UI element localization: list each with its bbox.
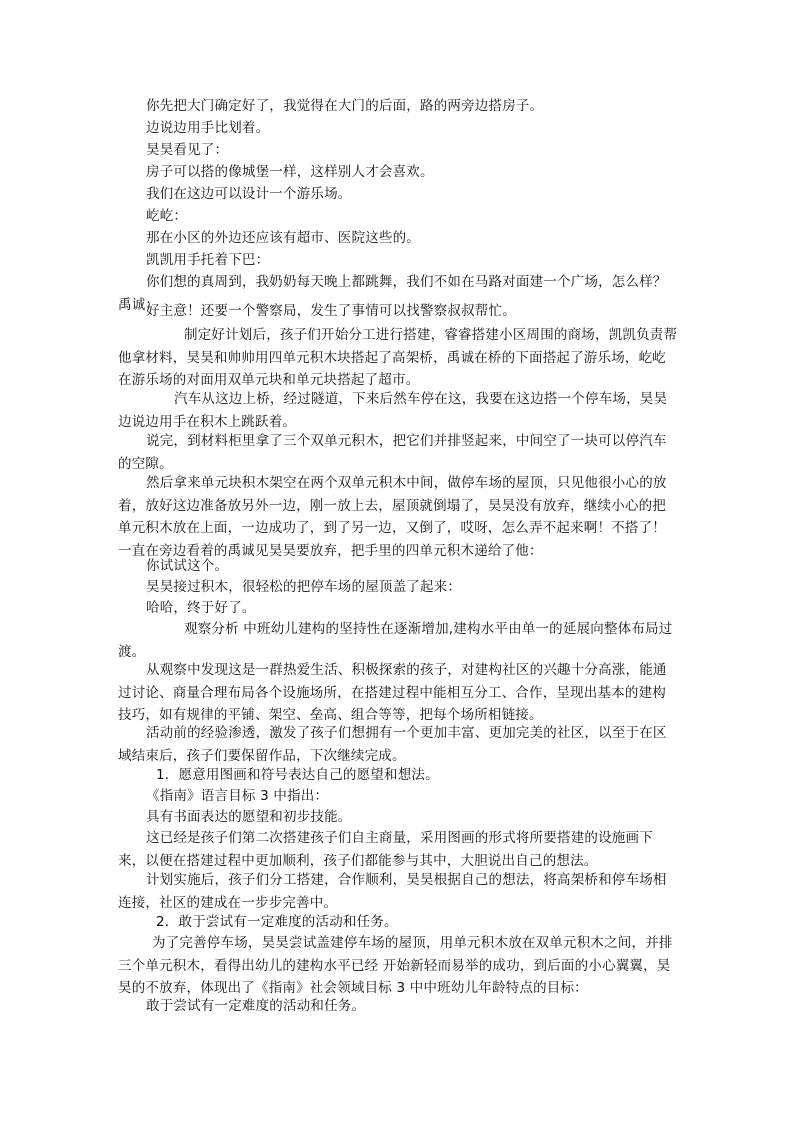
paragraph-5: 我们在这边可以设计一个游乐场。 bbox=[146, 186, 352, 202]
paragraph-9: 你们想的真周到，我奶奶每天晚上都跳舞，我们不如在马路对面建一个广场，怎么样？禹诚： bbox=[118, 274, 667, 313]
paragraph-20: 活动前的经验渗透，激发了孩子们想拥有一个更加丰富、更加完美的社区，以至于在区域结束后，孩子们要保留作品，下次继续完成。 bbox=[118, 725, 667, 764]
paragraph-15: 你试试这个。 bbox=[146, 558, 229, 574]
paragraph-26: 2．敢于尝试有一定难度的活动和任务。 bbox=[156, 914, 398, 930]
paragraph-24: 这已经是孩子们第二次搭建孩子们自主商量，采用图画的形式将所要搭建的设施画下来，以便在搭建过程中更加顺利，孩子们都能参与其中，大胆说出自己的想法。 bbox=[118, 830, 653, 869]
paragraph-2: 边说边用手比划着。 bbox=[146, 120, 270, 136]
paragraph-14: 然后拿来单元块积木架空在两个双单元积木中间，做停车场的屋顶，只见他很小心的放着，放好这边准备放另外一边，刚一放上去，屋顶就倒塌了，昊昊没有放弃，继续小心的把单元积木放在上面，一边成功了，到了另一边，又倒了，哎呀，怎么弄不起来啊！不搭了！一直在旁边看着的禹诚见昊昊要放弃，把手里的四单元积木递给了他： bbox=[118, 475, 667, 559]
paragraph-7: 那在小区的外边还应该有超市、医院这些的。 bbox=[146, 230, 420, 246]
paragraph-23: 具有书面表达的愿望和初步技能。 bbox=[146, 809, 352, 825]
paragraph-3: 昊昊看见了： bbox=[146, 142, 229, 158]
paragraph-1: 你先把大门确定好了，我觉得在大门的后面，路的两旁边搭房子。 bbox=[146, 98, 544, 114]
paragraph-28: 敢于尝试有一定难度的活动和任务。 bbox=[146, 998, 366, 1014]
paragraph-10: 好主意！还要一个警察局，发生了事情可以找警察叔叔帮忙。 bbox=[146, 303, 516, 319]
paragraph-22: 《指南》语言目标 3 中指出： bbox=[146, 788, 329, 804]
paragraph-12: 汽车从这边上桥，经过隧道，下来后然车停在这，我要在这边搭一个停车场，昊昊边说边用手在积木上跳跃着。 bbox=[118, 391, 668, 430]
paragraph-6: 屹屹： bbox=[146, 208, 188, 224]
paragraph-21: 1．愿意用图画和符号表达自己的愿望和想法。 bbox=[156, 767, 439, 783]
paragraph-18: 观察分析 中班幼儿建构的坚持性在逐渐增加,建构水平由单一的延展向整体布局过渡。 bbox=[118, 621, 673, 660]
paragraph-25: 计划实施后，孩子们分工搭建，合作顺利，昊昊根据自己的想法，将高架桥和停车场相连接，社区的建成在一步步完善中。 bbox=[118, 872, 667, 911]
paragraph-8: 凯凯用手托着下巴： bbox=[146, 252, 270, 268]
paragraph-19: 从观察中发现这是一群热爱生活、积极探索的孩子，对建构社区的兴趣十分高涨，能通过讨论、商量合理布局各个设施场所，在搭建过程中能相互分工、合作，呈现出基本的建构技巧，如有规律的平铺、架空、垒高、组合等等，把每个场所相链接。 bbox=[118, 662, 667, 723]
paragraph-17: 哈哈，终于好了。 bbox=[146, 600, 256, 616]
paragraph-4: 房子可以搭的像城堡一样，这样别人才会喜欢。 bbox=[146, 164, 434, 180]
paragraph-11: 制定好计划后，孩子们开始分工进行搭建，睿睿搭建小区周围的商场，凯凯负责帮他拿材料，昊昊和帅帅用四单元积木块搭起了高架桥，禹诚在桥的下面搭起了游乐场，屹屹在游乐场的对面用双单元块和单元块搭起了超市。 bbox=[118, 327, 678, 388]
paragraph-27: 为了完善停车场，昊昊尝试盖建停车场的屋顶，用单元积木放在双单元积木之间，并排三个单元积木，看得出幼儿的建构水平已经 开始新轻而易举的成功，到后面的小心翼翼，昊昊的不放弃，体现出了《指南》社会领域目标 3 中中班幼儿年龄特点的目标： bbox=[118, 935, 673, 996]
paragraph-13: 说完，到材料柜里拿了三个双单元积木，把它们并排竖起来，中间空了一块可以停汽车的空隙。 bbox=[118, 433, 667, 472]
paragraph-16: 昊昊接过积木，很轻松的把停车场的屋顶盖了起来： bbox=[146, 579, 462, 595]
